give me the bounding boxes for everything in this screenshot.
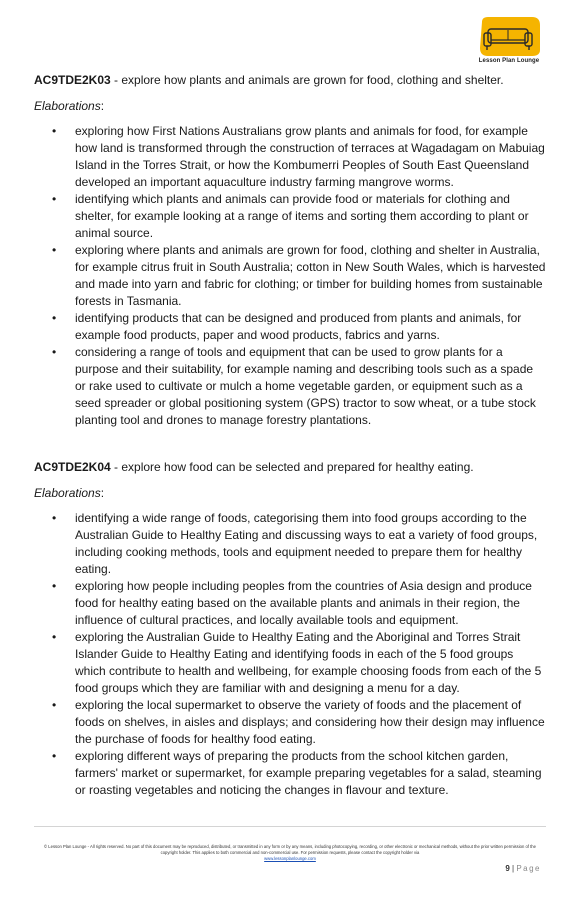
list-item: • considering a range of tools and equipment that can be used to grow plants for a purpose and their suitability, for example naming and describing tools such as a spade or rake used to cultivate or mulch a home vegetable garden, or equipment such as a seed spreader or global positioning system (GPS) tractor to sow wheat, or a tube stock planting tool and drones to manage forestry plantations. (52, 345, 536, 427)
list-item: • exploring different ways of preparing the products from the school kitchen garden, farmers' market or supermarket, for example preparing vegetables for a salad, steaming or roasting vegetables and noticing the changes in flavour and texture. (52, 749, 542, 797)
content-descriptor-section (34, 72, 546, 429)
page-number (505, 864, 541, 873)
elaborations-label: Elaborations (34, 486, 101, 500)
descriptor-description: - explore how food can be selected and prepared for healthy eating. (110, 460, 474, 474)
page-label: Page (516, 864, 541, 873)
footer-divider (34, 826, 546, 827)
content-descriptor-section (34, 459, 546, 799)
lesson-plan-lounge-logo (474, 16, 544, 68)
list-item: • exploring the local supermarket to observe the variety of foods and the placement of foods on shelves, in aisles and displays; and considering how their design may influence the purchase of foods for healthy food eating. (52, 698, 545, 746)
sofa-logo-icon (474, 16, 544, 60)
elaborations-label: Elaborations (34, 99, 101, 113)
content-descriptor (34, 459, 546, 475)
page-number-value: 9 (505, 864, 510, 873)
list-item: • exploring the Australian Guide to Healthy Eating and the Aboriginal and Torres Strait Islander Guide to Healthy Eating and identifying foods in each of the 5 food groups which contribute to health and wellbeing, for example choosing foods from each of the 5 food groups which they are familiar with and designing a menu for a day. (52, 630, 542, 695)
list-item: • exploring how people including peoples from the countries of Asia design and produce food for healthy eating based on the available plants and animals in their region, the influence of cultural practices, and locally available tools and equipment. (52, 579, 532, 627)
copyright-text: © Lesson Plan Lounge - All rights reserved. No part of this document may be reproduced, distributed, or transmitted in any form or by any means, including photocopying, recording, or other electronic or mechanical methods, without the prior written permission of the copyright holder. This applies to both commercial and non-commercial use. For permission requests, please contact the copyright holder via (44, 844, 536, 855)
list-item: • identifying products that can be designed and produced from plants and animals, for example food products, paper and wood products, fabrics and yarns. (52, 311, 522, 342)
content-descriptor (34, 72, 546, 88)
elaborations-heading: Elaborations: (34, 486, 105, 500)
descriptor-description: - explore how plants and animals are grown for food, clothing and shelter. (110, 73, 504, 87)
elaborations-list (34, 510, 546, 799)
copyright-notice (36, 844, 544, 862)
list-item: • identifying a wide range of foods, categorising them into food groups according to the Australian Guide to Healthy Eating and discussing ways to eat a variety of food groups, including cooking methods, tools and equipment needed to prepare them for healthy eating. (52, 511, 538, 576)
list-item: • exploring how First Nations Australians grow plants and animals for food, for example how land is transformed through the construction of terraces at Wagadagam on Mabuiag Island in the Torres Strait, or how the Kombumerri Peoples of South East Queensland developed an important aquaculture industry farming mangrove worms. (52, 124, 545, 189)
list-item: • identifying which plants and animals can provide food or materials for clothing and shelter, for example looking at a range of items and sorting them according to plant or animal source. (52, 192, 529, 240)
logo-text: Lesson Plan Lounge (478, 58, 540, 64)
descriptor-code: AC9TDE2K04 (34, 460, 111, 474)
website-link[interactable]: www.lessonplanlounge.com (264, 856, 316, 861)
elaborations-list (34, 123, 546, 429)
list-item: • exploring where plants and animals are grown for food, clothing and shelter in Australia, for example citrus fruit in South Australia; cotton in New South Wales, which is harvested and made into yarn and fabric for clothing; or timber for building homes from sustainable forests in Tasmania. (52, 243, 546, 308)
elaborations-heading: Elaborations: (34, 99, 105, 113)
descriptor-code: AC9TDE2K03 (34, 73, 111, 87)
page-separator: | (509, 864, 517, 873)
